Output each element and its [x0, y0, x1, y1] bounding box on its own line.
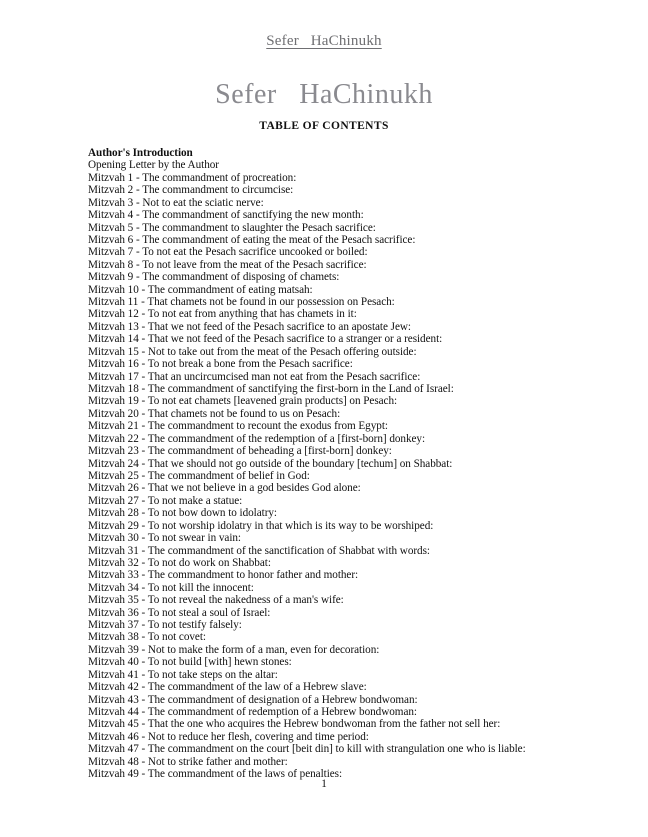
- toc-entry[interactable]: Mitzvah 27 - To not make a statue:: [88, 494, 243, 507]
- toc-entry[interactable]: Mitzvah 1 - The commandment of procreation:: [88, 171, 297, 184]
- toc-entry[interactable]: Mitzvah 29 - To not worship idolatry in that which is its way to be worshiped:: [88, 519, 434, 532]
- running-header-title: Sefer HaChinukh: [266, 33, 382, 49]
- toc-entry[interactable]: Mitzvah 36 - To not steal a soul of Israel:: [88, 606, 271, 619]
- toc-entry[interactable]: Mitzvah 31 - The commandment of the sanctification of Shabbat with words:: [88, 544, 430, 557]
- table-of-contents-list: [88, 147, 608, 781]
- toc-entry[interactable]: Mitzvah 35 - To not reveal the nakedness of a man's wife:: [88, 594, 344, 607]
- toc-entry[interactable]: Mitzvah 38 - To not covet:: [88, 631, 206, 644]
- toc-entry[interactable]: Mitzvah 46 - Not to reduce her flesh, covering and time period:: [88, 730, 369, 743]
- toc-entry[interactable]: Mitzvah 24 - That we should not go outside of the boundary [techum] on Shabbat:: [88, 457, 453, 470]
- toc-entry[interactable]: Mitzvah 13 - That we not feed of the Pesach sacrifice to an apostate Jew:: [88, 320, 411, 333]
- toc-entry[interactable]: Mitzvah 20 - That chamets not be found to us on Pesach:: [88, 407, 341, 420]
- toc-entry[interactable]: Mitzvah 22 - The commandment of the redemption of a [first-born] donkey:: [88, 432, 426, 445]
- toc-entry[interactable]: Mitzvah 4 - The commandment of sanctifying the new month:: [88, 209, 364, 222]
- toc-entry[interactable]: Mitzvah 2 - The commandment to circumcise:: [88, 184, 294, 197]
- toc-entry[interactable]: Mitzvah 19 - To not eat chamets [leavened grain products] on Pesach:: [88, 395, 398, 408]
- toc-entry[interactable]: Mitzvah 5 - The commandment to slaughter the Pesach sacrifice:: [88, 221, 376, 234]
- toc-entry[interactable]: Mitzvah 12 - To not eat from anything that has chamets in it:: [88, 308, 357, 321]
- toc-entry[interactable]: Mitzvah 9 - The commandment of disposing of chamets:: [88, 271, 340, 284]
- table-of-contents-heading: TABLE OF CONTENTS: [259, 120, 389, 132]
- page-number: 1: [321, 778, 327, 790]
- toc-entry[interactable]: Mitzvah 14 - That we not feed of the Pesach sacrifice to a stranger or a resident:: [88, 333, 443, 346]
- toc-entry[interactable]: Mitzvah 26 - That we not believe in a god besides God alone:: [88, 482, 361, 495]
- toc-entry[interactable]: Mitzvah 39 - Not to make the form of a man, even for decoration:: [88, 643, 380, 656]
- toc-entry[interactable]: Mitzvah 49 - The commandment of the laws of penalties:: [88, 768, 343, 781]
- toc-entry[interactable]: Mitzvah 21 - The commandment to recount the exodus from Egypt:: [88, 420, 388, 433]
- toc-entry[interactable]: Mitzvah 11 - That chamets not be found in our possession on Pesach:: [88, 296, 395, 309]
- toc-entry[interactable]: Mitzvah 40 - To not build [with] hewn stones:: [88, 656, 292, 669]
- toc-entry[interactable]: Mitzvah 41 - To not take steps on the altar:: [88, 668, 278, 681]
- toc-entry[interactable]: Mitzvah 43 - The commandment of designation of a Hebrew bondwoman:: [88, 693, 418, 706]
- toc-entry[interactable]: Mitzvah 18 - The commandment of sanctifying the first-born in the Land of Israel:: [88, 383, 454, 396]
- toc-entry[interactable]: Mitzvah 10 - The commandment of eating matsah:: [88, 283, 313, 296]
- toc-entry[interactable]: Mitzvah 34 - To not kill the innocent:: [88, 581, 254, 594]
- toc-entry[interactable]: Mitzvah 28 - To not bow down to idolatry:: [88, 507, 277, 520]
- toc-entry[interactable]: Mitzvah 48 - Not to strike father and mother:: [88, 755, 288, 768]
- page-title: Sefer HaChinukh: [215, 79, 433, 110]
- toc-entry[interactable]: Mitzvah 30 - To not swear in vain:: [88, 532, 241, 545]
- toc-entry[interactable]: Mitzvah 25 - The commandment of belief in God:: [88, 469, 310, 482]
- running-header: [0, 32, 648, 50]
- toc-entry[interactable]: Mitzvah 7 - To not eat the Pesach sacrifice uncooked or boiled:: [88, 246, 368, 259]
- toc-entry[interactable]: Opening Letter by the Author: [88, 159, 219, 172]
- toc-entry[interactable]: Mitzvah 15 - Not to take out from the meat of the Pesach offering outside:: [88, 345, 417, 358]
- toc-entry[interactable]: Mitzvah 44 - The commandment of redemption of a Hebrew bondwoman:: [88, 705, 417, 718]
- toc-entry[interactable]: Mitzvah 33 - The commandment to honor father and mother:: [88, 569, 359, 582]
- toc-entry[interactable]: Author's Introduction: [88, 147, 193, 159]
- toc-entry[interactable]: Mitzvah 45 - That the one who acquires the Hebrew bondwoman from the father not sell her:: [88, 718, 501, 731]
- toc-entry[interactable]: Mitzvah 16 - To not break a bone from the Pesach sacrifice:: [88, 358, 353, 371]
- toc-entry[interactable]: Mitzvah 6 - The commandment of eating the meat of the Pesach sacrifice:: [88, 233, 416, 246]
- toc-entry[interactable]: Mitzvah 37 - To not testify falsely:: [88, 619, 242, 632]
- toc-entry[interactable]: Mitzvah 17 - That an uncircumcised man not eat from the Pesach sacrifice:: [88, 370, 421, 383]
- toc-entry[interactable]: Mitzvah 47 - The commandment on the court [beit din] to kill with strangulation one who is liable:: [88, 743, 526, 756]
- toc-entry[interactable]: Mitzvah 8 - To not leave from the meat of the Pesach sacrifice:: [88, 258, 367, 271]
- toc-entry[interactable]: Mitzvah 23 - The commandment of beheading a [first-born] donkey:: [88, 445, 392, 458]
- toc-entry[interactable]: Mitzvah 42 - The commandment of the law of a Hebrew slave:: [88, 681, 367, 694]
- toc-entry[interactable]: Mitzvah 3 - Not to eat the sciatic nerve:: [88, 196, 264, 209]
- toc-entry[interactable]: Mitzvah 32 - To not do work on Shabbat:: [88, 556, 271, 569]
